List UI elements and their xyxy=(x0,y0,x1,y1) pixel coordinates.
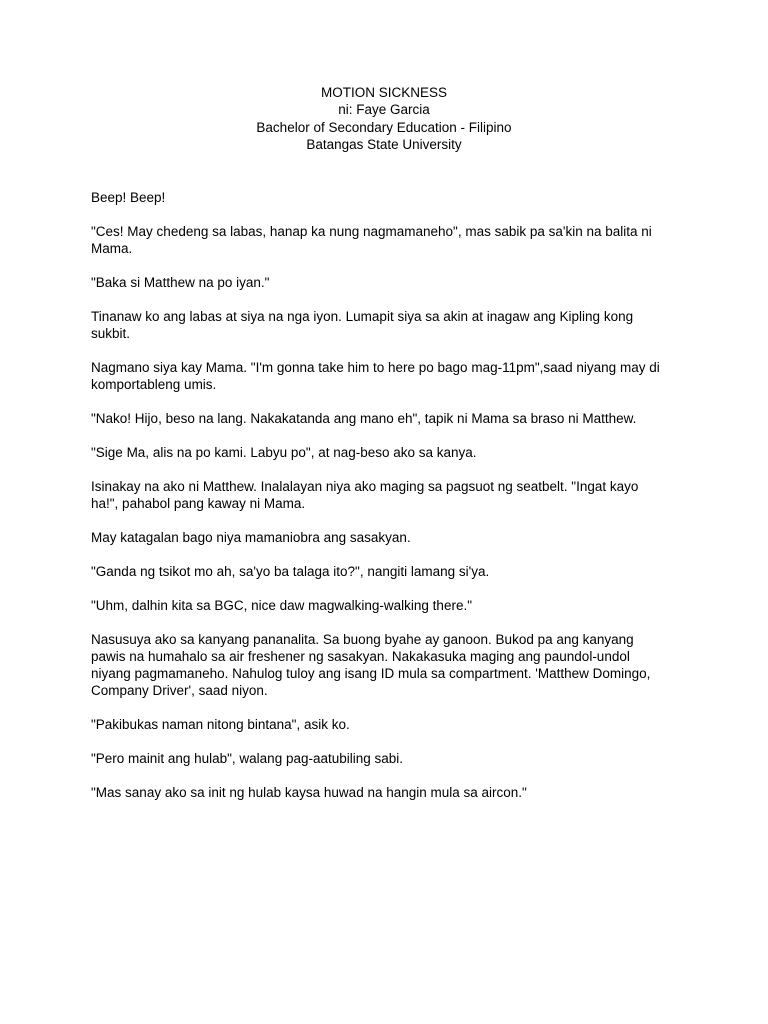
paragraph: Beep! Beep! xyxy=(91,190,166,205)
story-title: MOTION SICKNESS xyxy=(320,85,447,100)
program-line: Bachelor of Secondary Education - Filipino xyxy=(256,119,512,135)
story-body xyxy=(91,189,681,818)
paragraph: "Pakibukas naman nitong bintana", asik ko. xyxy=(91,717,350,732)
paragraph: "Ganda ng tsikot mo ah, sa'yo ba talaga ito?", nangiti lamang si'ya. xyxy=(91,564,490,579)
school-line: Batangas State University xyxy=(306,136,462,152)
paragraph: "Pero mainit ang hulab", walang pag-aatubiling sabi. xyxy=(91,751,404,766)
paragraph: "Nako! Hijo, beso na lang. Nakakatanda ang mano eh", tapik ni Mama sa braso ni Matthew. xyxy=(91,411,637,426)
document-header xyxy=(0,84,768,153)
paragraph: Nasusuya ako sa kanyang pananalita. Sa buong byahe ay ganoon. Bukod pa ang kanyang pawis na humahalo sa air freshener ng sasakyan. Nakakasuka maging ang paundol-undol niyang pagmamaneho. Nahulog tuloy ang isang ID mula sa compartment. 'Matthew Domingo, Company Driver', saad niyon. xyxy=(91,632,651,698)
paragraph: "Uhm, dalhin kita sa BGC, nice daw magwalking-walking there." xyxy=(91,598,472,613)
author-line: ni: Faye Garcia xyxy=(338,102,430,118)
paragraph: "Sige Ma, alis na po kami. Labyu po", at nag-beso ako sa kanya. xyxy=(91,445,477,460)
paragraph: Nagmano siya kay Mama. "I'm gonna take him to here po bago mag-11pm",saad niyang may di komportableng umis. xyxy=(91,360,660,392)
paragraph: "Mas sanay ako sa init ng hulab kaysa huwad na hangin mula sa aircon." xyxy=(91,785,527,800)
paragraph: Isinakay na ako ni Matthew. Inalalayan niya ako maging sa pagsuot ng seatbelt. "Ingat kayo ha!", pahabol pang kaway ni Mama. xyxy=(91,479,639,511)
paragraph: "Ces! May chedeng sa labas, hanap ka nung nagmamaneho", mas sabik pa sa'kin na balita ni Mama. xyxy=(91,224,652,256)
paragraph: Tinanaw ko ang labas at siya na nga iyon. Lumapit siya sa akin at inagaw ang Kipling kong sukbit. xyxy=(91,309,634,341)
paragraph: "Baka si Matthew na po iyan." xyxy=(91,275,270,290)
paragraph: May katagalan bago niya mamaniobra ang sasakyan. xyxy=(91,530,411,545)
